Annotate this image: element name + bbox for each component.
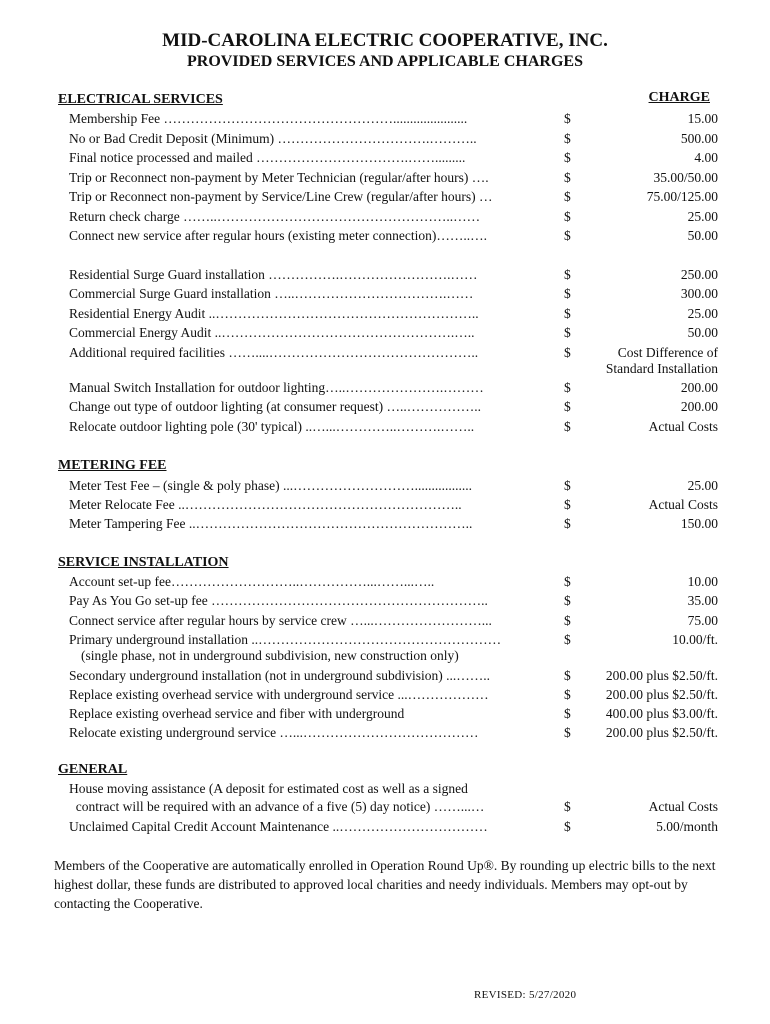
dollar-sign: $ — [564, 209, 571, 224]
fee-row — [0, 207, 770, 227]
dollar-sign: $ — [564, 325, 571, 340]
fee-label: Primary underground installation ..……………………………………………… — [69, 632, 502, 647]
fee-label: Meter Relocate Fee ..…………………………………………………….. — [69, 497, 462, 512]
fee-label: Relocate outdoor lighting pole (30' typical) ..…...…………..……….…….. — [69, 419, 475, 434]
fee-label: Unclaimed Capital Credit Account Maintenance ..…………………………… — [69, 819, 488, 834]
dollar-sign: $ — [564, 706, 571, 721]
fee-label: House moving assistance (A deposit for estimated cost as well as a signed — [69, 781, 468, 796]
fee-amount: Actual Costs — [648, 799, 718, 814]
fee-amount: 10.00 — [687, 574, 718, 589]
fee-label: Membership Fee ……………………………………………...................... — [69, 111, 468, 126]
dollar-sign: $ — [564, 399, 571, 414]
fee-amount: 200.00 plus $2.50/ft. — [605, 725, 718, 740]
dollar-sign: $ — [564, 497, 571, 512]
fee-row — [0, 168, 770, 188]
dollar-sign: $ — [564, 170, 571, 185]
fee-label: contract will be required with an advance of a five (5) day notice) ……...… — [69, 799, 485, 814]
fee-amount: 25.00 — [687, 478, 718, 493]
dollar-sign: $ — [564, 687, 571, 702]
dollar-sign: $ — [564, 286, 571, 301]
fee-amount: 15.00 — [687, 111, 718, 126]
fee-row — [0, 148, 770, 168]
section-heading-installation: SERVICE INSTALLATION — [58, 555, 229, 570]
fee-row — [0, 685, 770, 705]
fee-row — [0, 187, 770, 207]
fee-label: Manual Switch Installation for outdoor lighting…..………………….……… — [69, 380, 484, 395]
fee-amount: 5.00/month — [656, 819, 718, 834]
dollar-sign: $ — [564, 267, 571, 282]
fee-row — [0, 666, 770, 686]
fee-label: Change out type of outdoor lighting (at consumer request) …..…………….. — [69, 399, 482, 414]
fee-amount: 400.00 plus $3.00/ft. — [605, 706, 718, 721]
fee-amount-continued: Standard Installation — [605, 361, 718, 376]
section-heading-general: GENERAL — [58, 762, 128, 777]
fee-amount: 200.00 — [680, 399, 718, 414]
fee-label: Meter Test Fee – (single & poly phase) ...………………………................. — [69, 478, 473, 493]
fee-row — [0, 630, 770, 650]
fee-label: Relocate existing underground service …...………………………………… — [69, 725, 479, 740]
dollar-sign: $ — [564, 574, 571, 589]
fee-label: Pay As You Go set-up fee …………………………………………………….. — [69, 593, 488, 608]
fee-amount: 50.00 — [687, 325, 718, 340]
dollar-sign: $ — [564, 632, 571, 647]
fee-amount: Actual Costs — [648, 497, 718, 512]
fee-amount: 500.00 — [680, 131, 718, 146]
fee-row — [0, 109, 770, 129]
section-heading-electrical: ELECTRICAL SERVICES — [58, 92, 223, 107]
fee-label: Commercial Energy Audit ..…………………………………………….….. — [69, 325, 475, 340]
fee-amount: 200.00 plus $2.50/ft. — [605, 668, 718, 683]
fee-label: Additional required facilities ……....……………………………………….. — [69, 345, 479, 360]
dollar-sign: $ — [564, 613, 571, 628]
fee-amount: 300.00 — [680, 286, 718, 301]
primary-underground-note: (single phase, not in underground subdivision, new construction only) — [81, 648, 459, 663]
fee-row — [0, 323, 770, 343]
fee-label: Replace existing overhead service and fiber with underground — [69, 706, 405, 721]
fee-row — [0, 284, 770, 304]
dollar-sign: $ — [564, 150, 571, 165]
fee-row — [0, 476, 770, 496]
fee-amount: 250.00 — [680, 267, 718, 282]
fee-row — [0, 226, 770, 246]
fee-amount: 10.00/ft. — [672, 632, 718, 647]
fee-label: No or Bad Credit Deposit (Minimum) …………………………….……….. — [69, 131, 477, 146]
fee-label: Secondary underground installation (not in underground subdivision) ...…….. — [69, 668, 490, 683]
fee-row — [0, 343, 770, 363]
fee-row — [0, 514, 770, 534]
fee-row — [0, 723, 770, 743]
fee-amount: 35.00/50.00 — [653, 170, 718, 185]
fee-row — [0, 611, 770, 631]
dollar-sign: $ — [564, 478, 571, 493]
fee-row — [0, 129, 770, 149]
fee-amount: 75.00 — [687, 613, 718, 628]
fee-row — [0, 495, 770, 515]
fee-label: Return check charge ……..……………………………………………..…… — [69, 209, 481, 224]
fee-row — [0, 304, 770, 324]
fee-amount: Cost Difference of — [617, 345, 718, 360]
fee-amount: 25.00 — [687, 209, 718, 224]
fee-amount: 150.00 — [680, 516, 718, 531]
fee-row — [0, 378, 770, 398]
fee-row — [0, 797, 770, 817]
fee-amount: 75.00/125.00 — [646, 189, 718, 204]
dollar-sign: $ — [564, 228, 571, 243]
fee-label: Meter Tampering Fee ..…………………………………………………….. — [69, 516, 473, 531]
fee-label: Commercial Surge Guard installation …..…………………………….…… — [69, 286, 474, 301]
fee-row — [0, 417, 770, 437]
round-up-paragraph: Members of the Cooperative are automatically enrolled in Operation Round Up®. By rounding up electric bills to the next highest dollar, these funds are distributed to approved local charities and needy individuals. Members may opt-out by contacting the Cooperative. — [54, 858, 716, 911]
dollar-sign: $ — [564, 306, 571, 321]
fee-row — [0, 572, 770, 592]
fee-label: Account set-up fee………………………..……………...……...….. — [69, 574, 435, 589]
fee-row — [0, 704, 770, 724]
dollar-sign: $ — [564, 799, 571, 814]
document-title: MID-CAROLINA ELECTRIC COOPERATIVE, INC. — [162, 30, 608, 51]
fee-amount: 4.00 — [694, 150, 718, 165]
dollar-sign: $ — [564, 725, 571, 740]
fee-label: Residential Surge Guard installation …………….…………………….…… — [69, 267, 478, 282]
charge-column-heading: CHARGE — [648, 90, 710, 105]
fee-row-continued — [0, 779, 770, 799]
dollar-sign: $ — [564, 345, 571, 360]
fee-amount: Actual Costs — [648, 419, 718, 434]
fee-amount: 25.00 — [687, 306, 718, 321]
dollar-sign: $ — [564, 111, 571, 126]
fee-label: Connect new service after regular hours (existing meter connection)……..…. — [69, 228, 487, 243]
fee-amount: 200.00 plus $2.50/ft. — [605, 687, 718, 702]
fee-amount: 35.00 — [687, 593, 718, 608]
dollar-sign: $ — [564, 131, 571, 146]
section-heading-metering: METERING FEE — [58, 458, 167, 473]
fee-row — [0, 817, 770, 837]
dollar-sign: $ — [564, 189, 571, 204]
dollar-sign: $ — [564, 668, 571, 683]
fee-label: Replace existing overhead service with underground service ...……………… — [69, 687, 489, 702]
dollar-sign: $ — [564, 380, 571, 395]
revised-date: REVISED: 5/27/2020 — [474, 989, 577, 1001]
fee-label: Trip or Reconnect non-payment by Service/Line Crew (regular/after hours) … — [69, 189, 493, 204]
fee-row — [0, 397, 770, 417]
document-subtitle: PROVIDED SERVICES AND APPLICABLE CHARGES — [187, 53, 583, 70]
dollar-sign: $ — [564, 593, 571, 608]
fee-label: Residential Energy Audit ..………………………………………………….. — [69, 306, 479, 321]
dollar-sign: $ — [564, 419, 571, 434]
dollar-sign: $ — [564, 516, 571, 531]
fee-label: Final notice processed and mailed …………………………….……......... — [69, 150, 466, 165]
fee-label: Connect service after regular hours by service crew …...……………………... — [69, 613, 492, 628]
fee-row — [0, 591, 770, 611]
fee-label: Trip or Reconnect non-payment by Meter Technician (regular/after hours) …. — [69, 170, 489, 185]
fee-row — [0, 265, 770, 285]
dollar-sign: $ — [564, 819, 571, 834]
fee-amount: 200.00 — [680, 380, 718, 395]
fee-amount: 50.00 — [687, 228, 718, 243]
